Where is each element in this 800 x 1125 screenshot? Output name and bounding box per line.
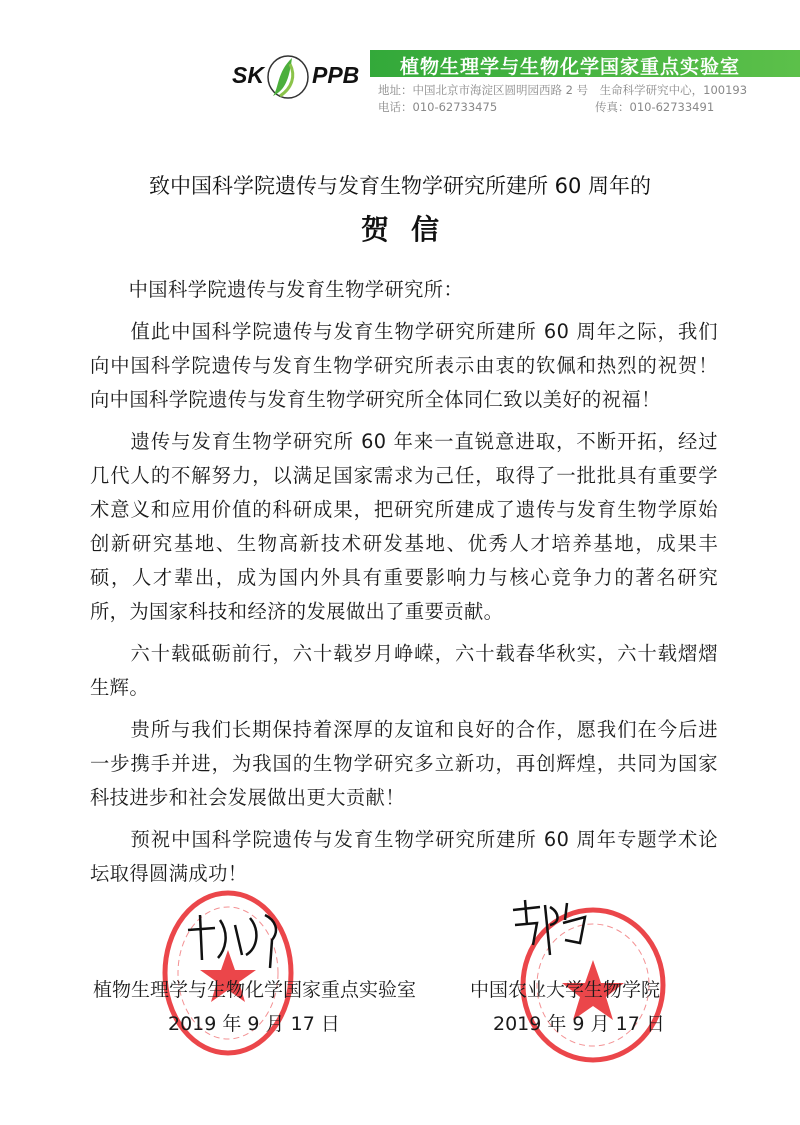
fax: 传真：010-62733491 bbox=[595, 100, 715, 114]
letter-title: 致中国科学院遗传与发育生物学研究所建所 60 周年的 bbox=[148, 174, 652, 198]
phone: 电话：010-62733475 bbox=[378, 100, 498, 114]
logo-text-left: SK bbox=[232, 62, 264, 88]
signature-left bbox=[180, 900, 290, 970]
paragraph: 预祝中国科学院遗传与发育生物学研究所建所 60 周年专题学术论坛取得圆满成功！ bbox=[90, 828, 718, 885]
lab-banner bbox=[370, 50, 800, 77]
logo-text-right: PPB bbox=[312, 62, 360, 88]
signatory-org: 中国农业大学生物学院 bbox=[470, 979, 661, 1001]
letter-subtitle: 贺信 bbox=[360, 213, 461, 246]
salutation: 中国科学院遗传与发育生物学研究所： bbox=[128, 278, 464, 301]
signatory-org: 植物生理学与生物化学国家重点实验室 bbox=[93, 979, 417, 1001]
leaf-logo-icon bbox=[265, 54, 311, 100]
signatory-date: 2019 年 9 月 17 日 bbox=[493, 1013, 665, 1035]
paragraph: 遗传与发育生物学研究所 60 年来一直锐意进取，不断开拓，经过几代人的不解努力，以满足国家需求为己任，取得了一批批具有重要学术意义和应用价值的科研成果，把研究所建成了遗传与发育生物学原始创新研究基地、生物高新技术研发基地、优秀人才培养基地，成果丰硕，人才辈出，成为国内外具有重要影响力与核心竞争力的著名研究所，为国家科技和经济的发展做出了重要贡献。 bbox=[90, 430, 718, 623]
letter-body bbox=[90, 273, 718, 899]
paragraph: 六十载砥砺前行，六十载岁月峥嵘，六十载春华秋实，六十载熠熠生辉。 bbox=[90, 642, 718, 699]
paragraph: 贵所与我们长期保持着深厚的友谊和良好的合作，愿我们在今后进一步携手并进，为我国的生物学研究多立新功，再创辉煌，共同为国家科技进步和社会发展做出更大贡献！ bbox=[90, 718, 718, 809]
signatory-date: 2019 年 9 月 17 日 bbox=[168, 1013, 340, 1035]
lab-name: 植物生理学与生物化学国家重点实验室 bbox=[400, 56, 741, 78]
paragraph: 值此中国科学院遗传与发育生物学研究所建所 60 周年之际，我们向中国科学院遗传与发育生物学研究所表示由衷的钦佩和热烈的祝贺！向中国科学院遗传与发育生物学研究所全体同仁致以美好的祝福！ bbox=[90, 320, 718, 411]
address: 地址：中国北京市海淀区圆明园西路 2 号 生命科学研究中心，100193 bbox=[378, 83, 748, 97]
sklppb-logo bbox=[232, 54, 364, 98]
signature-right bbox=[505, 895, 595, 965]
